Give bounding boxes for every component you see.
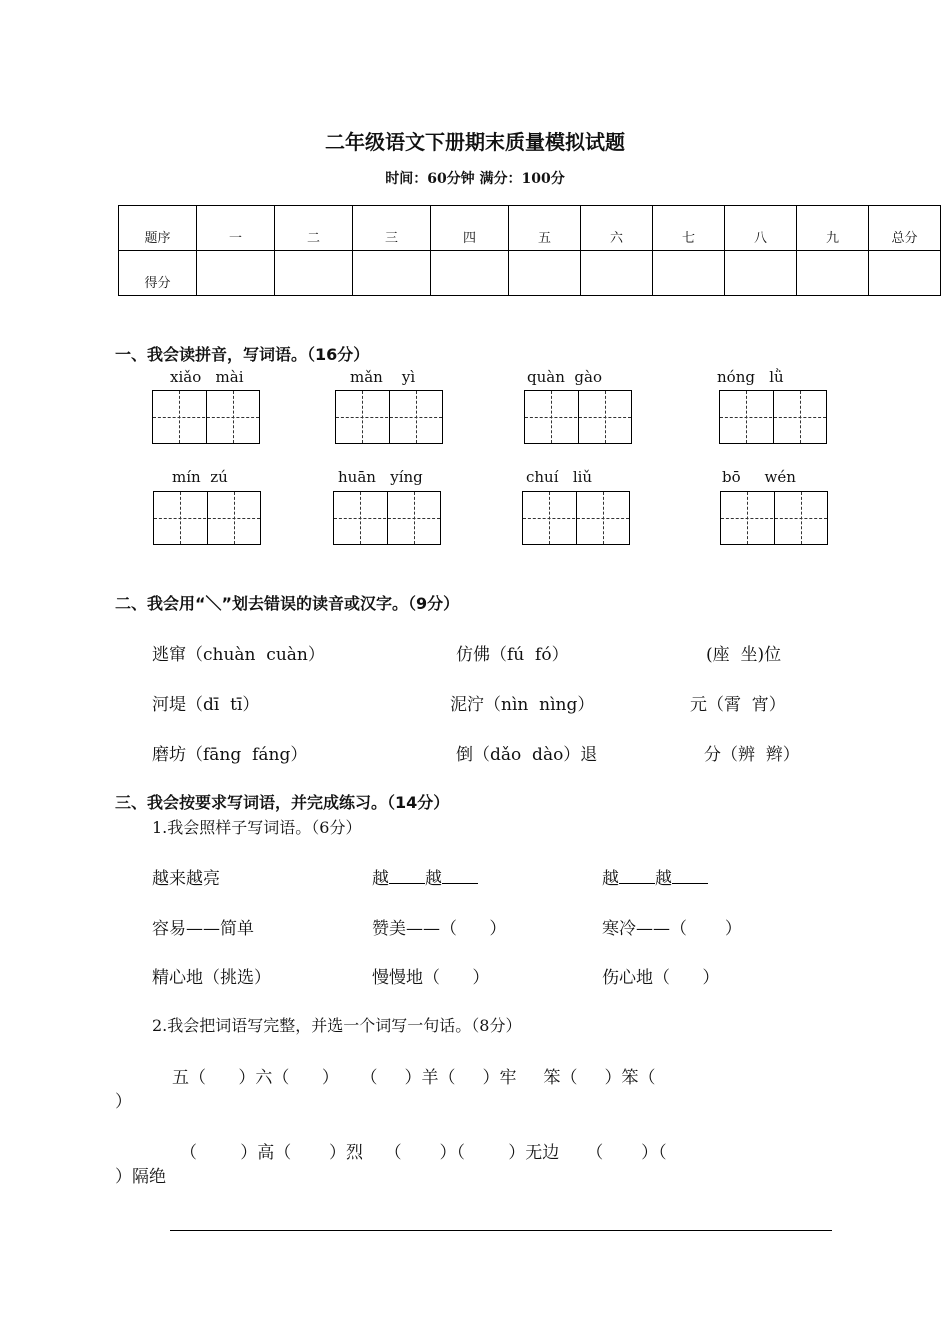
writing-grid[interactable] xyxy=(153,491,261,545)
exam-info: 时间：60分钟 满分：100分 xyxy=(385,171,565,187)
writing-grid[interactable] xyxy=(524,390,632,444)
score-input-cell[interactable] xyxy=(509,251,581,296)
answer-blank[interactable] xyxy=(442,869,478,884)
section2-title: 二、我会用“＼”划去错误的读音或汉字。（9分） xyxy=(115,594,460,613)
writing-grid[interactable] xyxy=(333,491,441,545)
score-header-cell: 四 xyxy=(431,206,509,251)
section1-title: 一、我会读拼音，写词语。（16分） xyxy=(115,345,370,364)
fill-word-item[interactable]: 寒冷——（ ） xyxy=(602,919,742,939)
score-row-label: 得分 xyxy=(119,251,197,296)
question1-title: 1.我会照样子写词语。（6分） xyxy=(152,818,362,837)
fill-word-item[interactable]: 赞美——（ ） xyxy=(372,919,507,939)
score-header-cell: 三 xyxy=(353,206,431,251)
pronunciation-item[interactable]: 倒（dǎo dào）退 xyxy=(456,745,598,765)
score-input-cell[interactable] xyxy=(431,251,509,296)
score-input-cell[interactable] xyxy=(275,251,353,296)
sentence-writing-line[interactable] xyxy=(170,1230,832,1231)
pronunciation-item[interactable]: 河堤（dī tī） xyxy=(152,695,260,715)
score-input-cell[interactable] xyxy=(353,251,431,296)
fill-word-item[interactable] xyxy=(602,864,708,889)
score-header-cell: 题序 xyxy=(119,206,197,251)
score-table xyxy=(118,205,941,296)
pronunciation-item[interactable]: 元（霄 宵） xyxy=(690,695,786,715)
idiom-fill-line[interactable]: 五（ ）六（ ） （ ）羊（ ）牢 笨（ ）笨（ xyxy=(172,1068,656,1088)
score-input-cell[interactable] xyxy=(869,251,941,296)
writing-grid[interactable] xyxy=(335,390,443,444)
writing-grid[interactable] xyxy=(720,491,828,545)
answer-blank[interactable] xyxy=(672,869,708,884)
pinyin-label: bō wén xyxy=(722,468,796,486)
idiom-fill-line[interactable]: ） xyxy=(115,1092,132,1112)
pinyin-label: xiǎo mài xyxy=(170,368,244,386)
score-header-cell: 八 xyxy=(725,206,797,251)
score-header-cell: 总分 xyxy=(869,206,941,251)
idiom-fill-line[interactable]: ）隔绝 xyxy=(115,1167,166,1187)
pronunciation-item[interactable]: 仿佛（fú fó） xyxy=(456,645,569,665)
score-header-cell: 二 xyxy=(275,206,353,251)
pronunciation-item[interactable]: 泥泞（nìn nìng） xyxy=(450,695,595,715)
idiom-fill-line[interactable]: （ ）高（ ）烈 （ ）（ ）无边 （ ）（ xyxy=(180,1143,667,1163)
score-header-cell: 五 xyxy=(509,206,581,251)
score-input-cell[interactable] xyxy=(581,251,653,296)
page-title: 二年级语文下册期末质量模拟试题 xyxy=(325,130,625,154)
pinyin-label: nóng lǜ xyxy=(717,368,784,386)
pinyin-label: chuí liǔ xyxy=(526,468,593,486)
score-header-cell: 九 xyxy=(797,206,869,251)
score-input-cell[interactable] xyxy=(725,251,797,296)
pronunciation-item[interactable]: 磨坊（fāng fáng） xyxy=(152,745,308,765)
pronunciation-item[interactable]: 逃窜（chuàn cuàn） xyxy=(152,645,325,665)
score-input-cell[interactable] xyxy=(797,251,869,296)
pinyin-label: huān yíng xyxy=(338,468,423,486)
pinyin-label: quàn gào xyxy=(527,368,602,386)
word-part: 越 xyxy=(372,869,389,889)
answer-blank[interactable] xyxy=(389,869,425,884)
score-header-cell: 一 xyxy=(197,206,275,251)
word-part: 越 xyxy=(655,869,672,889)
score-input-cell[interactable] xyxy=(653,251,725,296)
fill-word-item[interactable] xyxy=(372,864,478,889)
score-header-cell: 六 xyxy=(581,206,653,251)
word-part: 越 xyxy=(425,869,442,889)
writing-grid[interactable] xyxy=(719,390,827,444)
score-header-cell: 七 xyxy=(653,206,725,251)
section3-title: 三、我会按要求写词语，并完成练习。（14分） xyxy=(115,793,450,812)
writing-grid[interactable] xyxy=(522,491,630,545)
answer-blank[interactable] xyxy=(619,869,655,884)
example-word: 精心地（挑选） xyxy=(152,968,271,988)
pinyin-label: mín zú xyxy=(172,468,228,486)
example-word: 越来越亮 xyxy=(152,869,220,889)
fill-word-item[interactable]: 慢慢地（ ） xyxy=(372,968,490,988)
writing-grid[interactable] xyxy=(152,390,260,444)
word-part: 越 xyxy=(602,869,619,889)
score-input-cell[interactable] xyxy=(197,251,275,296)
question2-title: 2.我会把词语写完整，并选一个词写一句话。（8分） xyxy=(152,1016,522,1035)
pronunciation-item[interactable]: 分（辨 辫） xyxy=(704,745,800,765)
pronunciation-item[interactable]: (座 坐)位 xyxy=(706,645,782,665)
pinyin-label: mǎn yì xyxy=(350,368,416,386)
example-word: 容易——简单 xyxy=(152,919,254,939)
fill-word-item[interactable]: 伤心地（ ） xyxy=(602,968,720,988)
